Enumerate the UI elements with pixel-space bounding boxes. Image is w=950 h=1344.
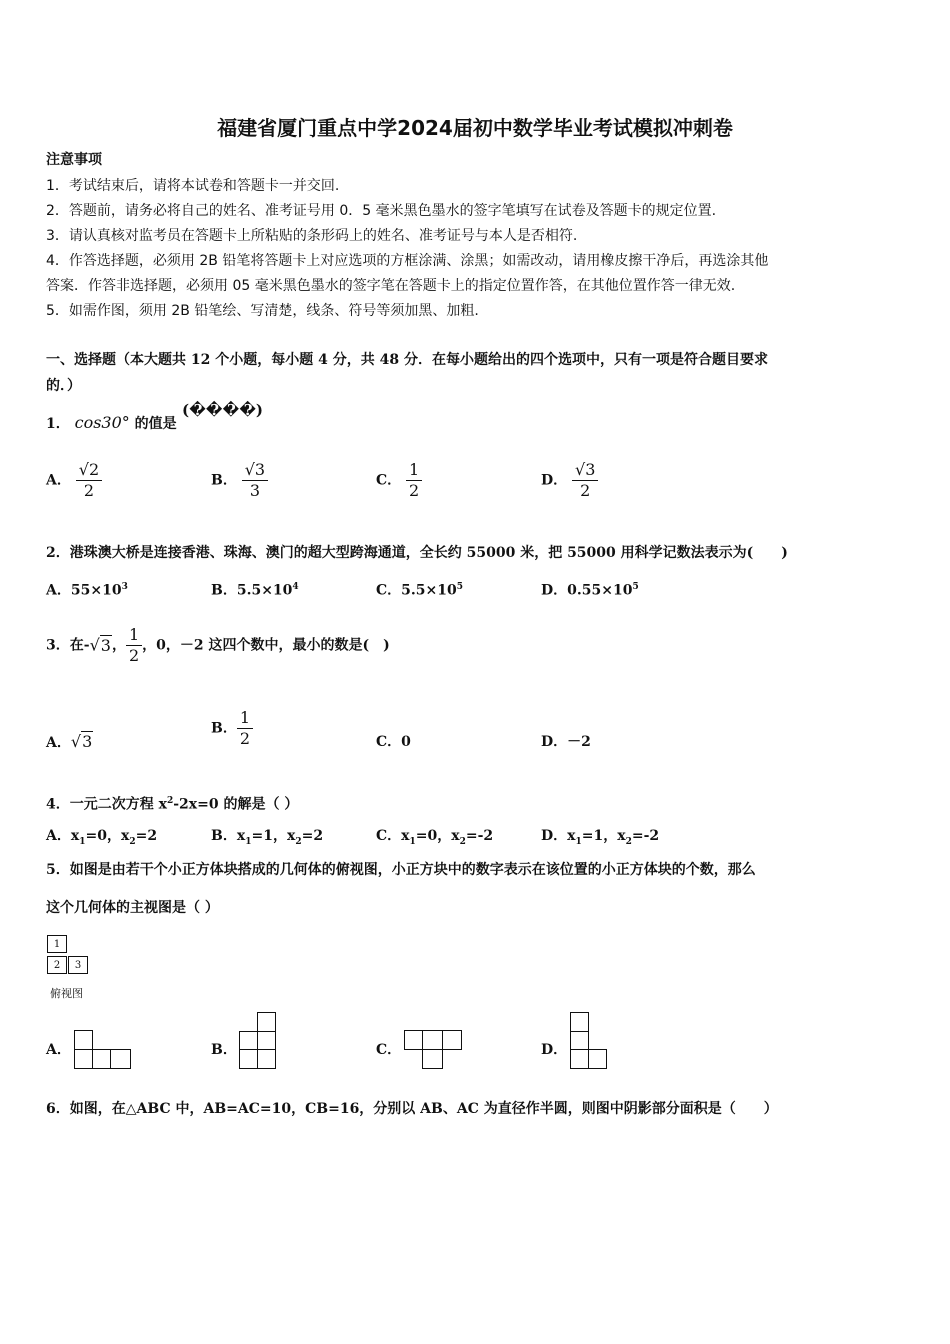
cube-square [589,1050,607,1069]
option-value: 55×10 [70,582,122,599]
radicand: 3 [82,732,93,751]
exponent: 4 [292,582,299,592]
option-label: B． [211,582,237,599]
root-value: 2 [147,828,158,844]
q4-option-d: D．$x_1=1$，$x_2=-2$ [541,828,660,847]
frac-numerator: 1 [406,460,422,481]
question-1 [46,413,177,434]
notice-item: 1．考试结束后，请将本试卷和答题卡一并交回. [46,178,340,194]
root-value: 2 [313,828,324,844]
notice-item: 5．如需作图，须用 2B 铅笔绘、写清楚，线条、符号等须加黑、加粗. [46,303,479,319]
frac-denominator: 3 [249,481,260,500]
frac-numerator: √3 [242,460,268,481]
cube-square [240,1032,258,1050]
option-label: B． [211,472,237,489]
q3-option-d [541,732,591,752]
option-value: 5.5×10 [401,582,457,599]
root-value: -2 [643,828,660,844]
cube-square [423,1050,443,1069]
option-label: B． [211,720,237,737]
q1-number: 1． [46,416,70,432]
cube-square [571,1032,589,1050]
q5-option-b-label: B． [211,1042,237,1058]
option-label: A． [46,582,71,599]
option-label: A． [46,735,71,751]
option-label: D． [541,582,568,599]
q4-option-a: A．$x_1=0$，$x_2=2$ [46,828,158,847]
q3-option-b [211,708,253,749]
notice-item: 4．作答选择题，必须用 2B 铅笔将答题卡上对应选项的方框涂满、涂黑；如需改动，请用橡皮擦干净后，再选涂其他 [46,253,769,269]
question-6: 6．如图，在△ABC 中，AB=AC=10，CB=16，分别以 AB、AC 为直径作半圆，则图中阴影部分面积是（ ） [46,1101,778,1117]
option-label: A． [46,828,71,844]
q4-prefix: 4．一元二次方程 x [46,796,167,813]
q3-option-c [376,732,411,752]
q1-option-d [541,460,598,501]
exponent: 2 [166,796,174,806]
cube-square [93,1050,111,1069]
q1-option-b [211,460,268,501]
option-value: －2 [567,734,591,750]
option-label: C． [376,472,402,489]
q5-option-a-label: A． [46,1042,71,1058]
figure-caption: 俯视图 [50,987,83,1000]
q2-option-a [46,577,128,601]
q5-option-c-figure [404,1030,464,1070]
option-value: 0.55×10 [567,582,633,599]
q5-option-c-label: C． [376,1042,402,1058]
cube-square [258,1050,276,1069]
exponent: 5 [456,582,463,592]
q1-text: 的值是 [134,416,177,432]
frac-denominator: 2 [83,481,95,500]
root-value: 1 [593,828,604,844]
q1-garbled-paren: (����) [182,401,263,419]
top-view-cell: 2 [47,956,67,974]
root-value: 1 [263,828,273,844]
frac-numerator: 1 [237,708,253,729]
notice-item: 答案．作答非选择题，必须用 05 毫米黑色墨水的签字笔在答题卡上的指定位置作答，在其他位置作答一律无效. [46,278,736,294]
sqrt-expression: √3 [89,635,111,655]
notice-item: 2．答题前，请务必将自己的姓名、准考证号用 0．5 毫米黑色墨水的签字笔填写在试卷及答题卡的规定位置. [46,203,717,219]
q3-sep: ， [111,637,126,654]
cube-square [111,1050,131,1069]
frac-numerator: 1 [126,625,142,646]
section-heading-cont: 的．） [46,378,81,394]
cube-square [571,1050,589,1069]
notice-item: 3．请认真核对监考员在答题卡上所粘贴的条形码上的姓名、准考证号与本人是否相符. [46,228,578,244]
option-label: D． [541,828,568,844]
question-3 [46,625,390,666]
option-label: B． [211,828,237,844]
question-4 [46,791,298,815]
cube-square [258,1013,276,1032]
cube-square [258,1032,276,1050]
option-value: 0 [401,734,411,750]
top-view-cell: 3 [68,956,88,974]
page-title: 福建省厦门重点中学2024届初中数学毕业考试模拟冲刺卷 [217,116,733,140]
cube-square [75,1050,93,1069]
q1-option-a [46,460,102,501]
frac-denominator: 2 [128,646,140,665]
q5-option-d-label: D． [541,1042,568,1058]
notice-heading: 注意事项 [46,152,102,168]
option-label: C． [376,828,402,844]
frac-denominator: 2 [580,481,591,500]
sqrt-expression: √3 [70,732,93,751]
radicand: 3 [100,635,111,655]
option-label: D． [541,734,568,750]
cube-square [423,1031,443,1050]
question-5-cont: 这个几何体的主视图是（ ） [46,900,219,916]
frac-denominator: 2 [409,481,420,500]
q3-suffix: ，0，－2 这四个数中，最小的数是( ) [142,637,390,654]
q5-option-b-figure [239,1012,279,1070]
q2-option-d [541,577,639,601]
frac-denominator: 2 [239,729,251,748]
cube-square [240,1050,258,1069]
q3-option-a [46,732,93,753]
frac-numerator: √3 [572,460,598,481]
root-value: 0 [97,828,107,844]
frac-numerator: √2 [76,460,102,481]
q3-prefix: 3．在- [46,637,90,654]
top-view-cell: 1 [47,935,67,953]
cube-square [75,1031,93,1050]
option-label: C． [376,582,402,599]
section-heading: 一、选择题（本大题共 12 个小题，每小题 4 分，共 48 分．在每小题给出的四个选项中，只有一项是符合题目要求 [46,352,768,368]
option-label: D． [541,472,568,489]
q2-option-c [376,577,463,601]
q4-suffix: -2x=0 的解是（ ） [173,796,299,813]
option-label: C． [376,734,402,750]
q2-option-b [211,577,299,601]
cube-square [443,1031,462,1050]
q1-option-c [376,460,422,501]
root-value: -2 [477,828,494,844]
cube-square [571,1013,589,1032]
option-value: 5.5×10 [236,582,293,599]
question-5: 5．如图是由若干个小正方体块搭成的几何体的俯视图，小正方块中的数字表示在该位置的小正方体块的个数，那么 [46,862,756,878]
q4-option-b: B．$x_1=1$，$x_2=2$ [211,828,324,847]
q1-expression: cos30° [74,413,130,432]
cube-square [405,1031,423,1050]
exponent: 3 [121,582,128,592]
question-2: 2．港珠澳大桥是连接香港、珠海、澳门的超大型跨海通道，全长约 55000 米，把 55000 用科学记数法表示为( ) [46,545,788,561]
q5-option-d-figure [570,1012,610,1070]
option-label: A． [46,472,71,489]
q4-option-c: C．$x_1=0$，$x_2=-2$ [376,828,494,847]
exponent: 5 [632,582,639,592]
q5-option-a-figure [74,1030,132,1070]
root-value: 0 [427,828,438,844]
